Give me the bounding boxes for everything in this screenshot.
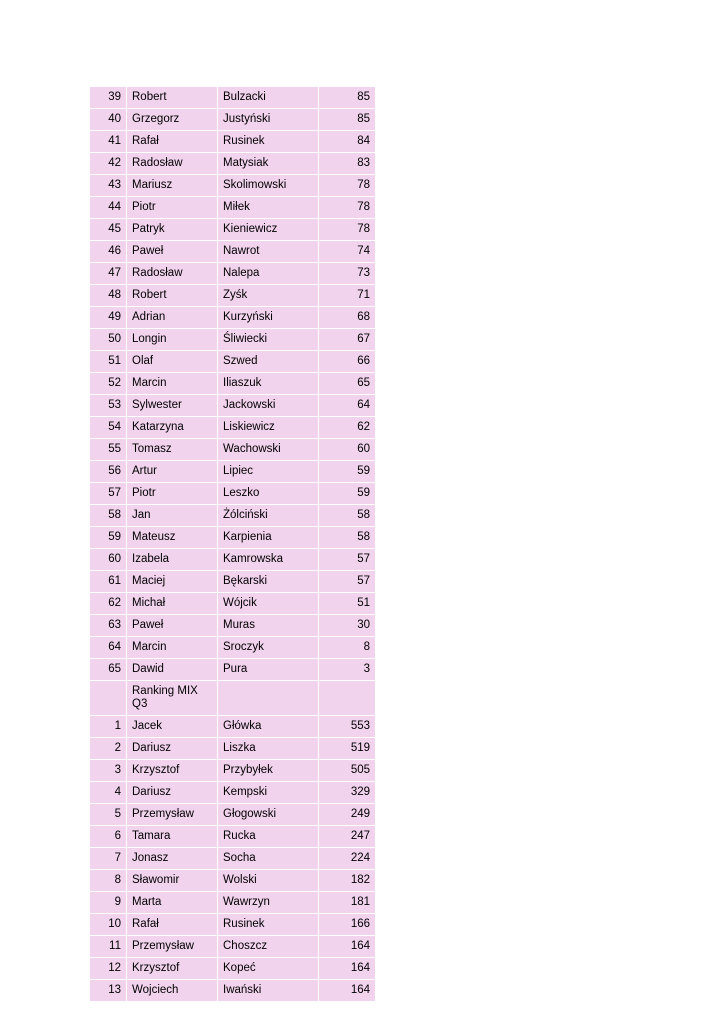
table-row: [90, 637, 376, 659]
table-row: [90, 848, 376, 870]
cell-rank: 53: [90, 395, 127, 417]
table-row: [90, 659, 376, 681]
table-row: [90, 483, 376, 505]
cell-score: 59: [319, 461, 376, 483]
cell-first-name: Tamara: [127, 826, 218, 848]
cell-last-name: Nawrot: [218, 241, 319, 263]
table-row: [90, 936, 376, 958]
cell-score: 60: [319, 439, 376, 461]
cell-last-name: Kopeć: [218, 958, 319, 980]
cell-first-name: Piotr: [127, 483, 218, 505]
cell-first-name: Sławomir: [127, 870, 218, 892]
cell-first-name: Przemysław: [127, 804, 218, 826]
cell-last-name: Żólciński: [218, 505, 319, 527]
cell-score: 57: [319, 571, 376, 593]
cell-rank: 41: [90, 131, 127, 153]
cell-first-name: Rafał: [127, 131, 218, 153]
cell-first-name: Jacek: [127, 716, 218, 738]
cell-last-name: Muras: [218, 615, 319, 637]
cell-last-name: Wachowski: [218, 439, 319, 461]
cell-rank: 45: [90, 219, 127, 241]
table-row: [90, 527, 376, 549]
cell-rank: 3: [90, 760, 127, 782]
cell-last-name: Socha: [218, 848, 319, 870]
cell-last-name: Kempski: [218, 782, 319, 804]
table-row: [90, 571, 376, 593]
table-row: [90, 716, 376, 738]
cell-rank: [90, 681, 127, 716]
table-row: [90, 760, 376, 782]
table-row: [90, 307, 376, 329]
table-row: [90, 263, 376, 285]
cell-last-name: Lipiec: [218, 461, 319, 483]
cell-rank: 64: [90, 637, 127, 659]
cell-first-name: Paweł: [127, 241, 218, 263]
cell-rank: 2: [90, 738, 127, 760]
cell-rank: 13: [90, 980, 127, 1002]
table-row: [90, 782, 376, 804]
table-row: [90, 549, 376, 571]
cell-last-name: Sroczyk: [218, 637, 319, 659]
table-row: [90, 417, 376, 439]
table-row: [90, 439, 376, 461]
cell-score: 181: [319, 892, 376, 914]
cell-first-name: Robert: [127, 285, 218, 307]
cell-rank: 7: [90, 848, 127, 870]
cell-score: 164: [319, 936, 376, 958]
cell-last-name: Jackowski: [218, 395, 319, 417]
table-row: [90, 329, 376, 351]
ranking-table-body: [90, 87, 376, 1002]
cell-rank: 9: [90, 892, 127, 914]
cell-last-name: Wawrzyn: [218, 892, 319, 914]
cell-first-name: Longin: [127, 329, 218, 351]
cell-first-name: Krzysztof: [127, 760, 218, 782]
cell-first-name: Rafał: [127, 914, 218, 936]
cell-rank: 12: [90, 958, 127, 980]
cell-first-name: Michał: [127, 593, 218, 615]
cell-last-name: Karpienia: [218, 527, 319, 549]
cell-last-name: Pura: [218, 659, 319, 681]
cell-last-name: Iliaszuk: [218, 373, 319, 395]
cell-score: 65: [319, 373, 376, 395]
cell-first-name: Jonasz: [127, 848, 218, 870]
cell-score: 78: [319, 197, 376, 219]
cell-rank: 49: [90, 307, 127, 329]
cell-score: 58: [319, 527, 376, 549]
section-row: [90, 681, 376, 716]
cell-score: 84: [319, 131, 376, 153]
cell-score: 59: [319, 483, 376, 505]
cell-last-name: Miłek: [218, 197, 319, 219]
cell-first-name: Marcin: [127, 637, 218, 659]
cell-first-name: Jan: [127, 505, 218, 527]
cell-first-name: Radosław: [127, 263, 218, 285]
cell-rank: 1: [90, 716, 127, 738]
cell-rank: 39: [90, 87, 127, 109]
cell-first-name: Adrian: [127, 307, 218, 329]
cell-rank: 10: [90, 914, 127, 936]
cell-rank: 52: [90, 373, 127, 395]
cell-first-name: Paweł: [127, 615, 218, 637]
cell-last-name: Justyński: [218, 109, 319, 131]
table-row: [90, 958, 376, 980]
cell-first-name: Patryk: [127, 219, 218, 241]
cell-score: [319, 681, 376, 716]
cell-score: 505: [319, 760, 376, 782]
cell-first-name: Artur: [127, 461, 218, 483]
cell-first-name: Robert: [127, 87, 218, 109]
cell-score: 74: [319, 241, 376, 263]
table-row: [90, 219, 376, 241]
table-row: [90, 87, 376, 109]
cell-last-name: Bękarski: [218, 571, 319, 593]
cell-last-name: Liskiewicz: [218, 417, 319, 439]
cell-last-name: Iwański: [218, 980, 319, 1002]
table-row: [90, 197, 376, 219]
cell-score: 8: [319, 637, 376, 659]
cell-score: 66: [319, 351, 376, 373]
table-row: [90, 373, 376, 395]
cell-score: 85: [319, 87, 376, 109]
table-row: [90, 285, 376, 307]
table-row: [90, 131, 376, 153]
cell-score: 73: [319, 263, 376, 285]
cell-last-name: Rusinek: [218, 914, 319, 936]
table-row: [90, 870, 376, 892]
table-row: [90, 351, 376, 373]
cell-last-name: Skolimowski: [218, 175, 319, 197]
ranking-table-container: [89, 86, 370, 1002]
cell-rank: 55: [90, 439, 127, 461]
cell-rank: 54: [90, 417, 127, 439]
cell-first-name: Marta: [127, 892, 218, 914]
cell-last-name: Główka: [218, 716, 319, 738]
table-row: [90, 153, 376, 175]
cell-rank: 51: [90, 351, 127, 373]
cell-score: 164: [319, 980, 376, 1002]
cell-score: 519: [319, 738, 376, 760]
cell-last-name: Nalepa: [218, 263, 319, 285]
cell-rank: 11: [90, 936, 127, 958]
cell-score: 62: [319, 417, 376, 439]
table-row: [90, 804, 376, 826]
cell-score: 67: [319, 329, 376, 351]
cell-rank: 44: [90, 197, 127, 219]
table-row: [90, 109, 376, 131]
cell-rank: 61: [90, 571, 127, 593]
cell-score: 249: [319, 804, 376, 826]
cell-last-name: Wolski: [218, 870, 319, 892]
cell-first-name: Dariusz: [127, 782, 218, 804]
cell-score: 51: [319, 593, 376, 615]
cell-score: 553: [319, 716, 376, 738]
cell-last-name: Matysiak: [218, 153, 319, 175]
cell-score: 85: [319, 109, 376, 131]
table-row: [90, 980, 376, 1002]
cell-score: 329: [319, 782, 376, 804]
table-row: [90, 738, 376, 760]
cell-first-name: Tomasz: [127, 439, 218, 461]
cell-last-name: Kieniewicz: [218, 219, 319, 241]
cell-score: 83: [319, 153, 376, 175]
cell-last-name: Bulzacki: [218, 87, 319, 109]
cell-score: 164: [319, 958, 376, 980]
cell-last-name: Śliwiecki: [218, 329, 319, 351]
cell-first-name: Krzysztof: [127, 958, 218, 980]
cell-rank: 5: [90, 804, 127, 826]
cell-first-name: Wojciech: [127, 980, 218, 1002]
cell-section-title: Ranking MIX Q3: [127, 681, 218, 716]
cell-rank: 46: [90, 241, 127, 263]
cell-last-name: Szwed: [218, 351, 319, 373]
cell-score: 78: [319, 219, 376, 241]
cell-last-name: Choszcz: [218, 936, 319, 958]
cell-score: 71: [319, 285, 376, 307]
cell-first-name: Marcin: [127, 373, 218, 395]
cell-rank: 65: [90, 659, 127, 681]
cell-first-name: Olaf: [127, 351, 218, 373]
cell-first-name: Mariusz: [127, 175, 218, 197]
cell-first-name: Radosław: [127, 153, 218, 175]
cell-rank: 59: [90, 527, 127, 549]
table-row: [90, 892, 376, 914]
table-row: [90, 914, 376, 936]
cell-rank: 4: [90, 782, 127, 804]
table-row: [90, 395, 376, 417]
cell-rank: 42: [90, 153, 127, 175]
cell-score: 247: [319, 826, 376, 848]
cell-score: 224: [319, 848, 376, 870]
cell-score: 78: [319, 175, 376, 197]
cell-first-name: Grzegorz: [127, 109, 218, 131]
cell-last-name: Zyśk: [218, 285, 319, 307]
cell-first-name: Sylwester: [127, 395, 218, 417]
cell-score: 166: [319, 914, 376, 936]
cell-rank: 57: [90, 483, 127, 505]
cell-rank: 60: [90, 549, 127, 571]
table-row: [90, 826, 376, 848]
cell-score: 64: [319, 395, 376, 417]
cell-rank: 8: [90, 870, 127, 892]
cell-rank: 63: [90, 615, 127, 637]
cell-last-name: Liszka: [218, 738, 319, 760]
cell-rank: 56: [90, 461, 127, 483]
cell-score: 57: [319, 549, 376, 571]
cell-last-name: Rucka: [218, 826, 319, 848]
cell-score: 3: [319, 659, 376, 681]
cell-last-name: Kamrowska: [218, 549, 319, 571]
cell-first-name: Dawid: [127, 659, 218, 681]
cell-first-name: Mateusz: [127, 527, 218, 549]
cell-first-name: Izabela: [127, 549, 218, 571]
cell-rank: 48: [90, 285, 127, 307]
ranking-table: [89, 86, 376, 1002]
cell-score: 68: [319, 307, 376, 329]
table-row: [90, 241, 376, 263]
cell-first-name: Maciej: [127, 571, 218, 593]
cell-rank: 58: [90, 505, 127, 527]
cell-score: 58: [319, 505, 376, 527]
table-row: [90, 461, 376, 483]
cell-score: 30: [319, 615, 376, 637]
cell-first-name: Katarzyna: [127, 417, 218, 439]
cell-rank: 50: [90, 329, 127, 351]
cell-rank: 47: [90, 263, 127, 285]
cell-last-name: Przybyłek: [218, 760, 319, 782]
cell-rank: 62: [90, 593, 127, 615]
cell-rank: 40: [90, 109, 127, 131]
cell-last-name: Wójcik: [218, 593, 319, 615]
cell-last-name: Leszko: [218, 483, 319, 505]
cell-last-name: Kurzyński: [218, 307, 319, 329]
cell-first-name: Piotr: [127, 197, 218, 219]
table-row: [90, 593, 376, 615]
cell-first-name: Przemysław: [127, 936, 218, 958]
table-row: [90, 505, 376, 527]
cell-rank: 6: [90, 826, 127, 848]
cell-last-name: Rusinek: [218, 131, 319, 153]
table-row: [90, 175, 376, 197]
cell-rank: 43: [90, 175, 127, 197]
cell-first-name: Dariusz: [127, 738, 218, 760]
cell-score: 182: [319, 870, 376, 892]
cell-last-name: [218, 681, 319, 716]
cell-last-name: Głogowski: [218, 804, 319, 826]
table-row: [90, 615, 376, 637]
